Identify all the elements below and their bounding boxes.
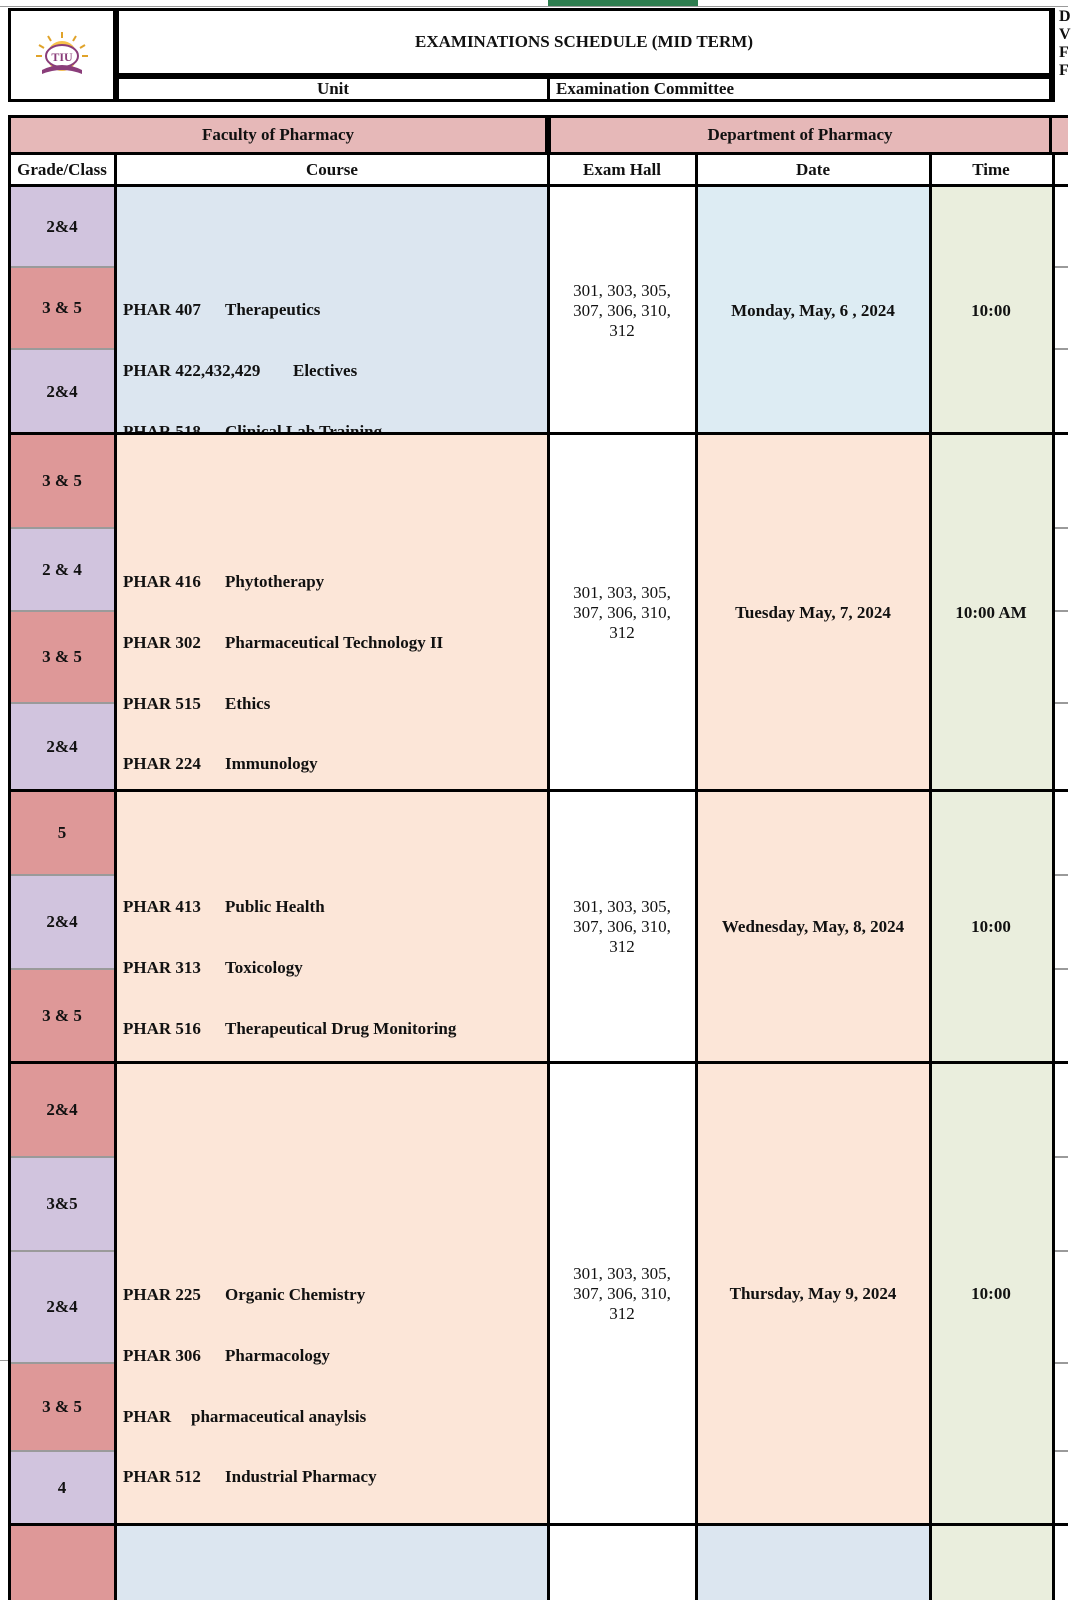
grade-cell: 3 & 5 — [8, 969, 116, 1063]
gridline — [8, 1250, 116, 1252]
gridline — [1055, 348, 1068, 350]
gridline — [8, 610, 116, 612]
column-header-hall: Exam Hall — [548, 155, 696, 187]
column-header-grade: Grade/Class — [8, 155, 116, 187]
band-edge — [1052, 115, 1068, 155]
date-cell: Thursday, May 9, 2024 — [696, 1063, 930, 1525]
unit-value: Examination Committee — [547, 76, 1052, 102]
grade-cell: 3&5 — [8, 1157, 116, 1251]
edge-letter: D — [1059, 8, 1071, 25]
column-separator — [8, 155, 11, 1600]
column-separator — [929, 155, 932, 1600]
unit-label: Unit — [116, 76, 550, 102]
time-cell: 10:00 — [930, 187, 1052, 434]
grade-cell: 2 & 4 — [8, 528, 116, 611]
grade-cell: 2&4 — [8, 1063, 116, 1157]
faculty-header: Faculty of Pharmacy — [8, 115, 548, 155]
gridline — [1055, 1362, 1068, 1364]
gridline — [1055, 1450, 1068, 1452]
exam-hall-cell: 301, 303, 305, 307, 306, 310, 312 — [548, 1063, 696, 1525]
department-header: Department of Pharmacy — [548, 115, 1052, 155]
gridline — [1055, 610, 1068, 612]
grade-cell — [8, 1525, 116, 1600]
exam-block-partial — [0, 1525, 1068, 1600]
column-separator — [114, 155, 117, 1600]
column-separator — [695, 155, 698, 1600]
exam-block — [0, 187, 1068, 434]
gridline — [8, 968, 116, 970]
grade-cell: 2&4 — [8, 349, 116, 434]
gridline — [8, 527, 116, 529]
gridline — [8, 1450, 116, 1452]
course-line: PHAR 413 Public Health — [123, 897, 325, 917]
exam-hall-cell: 301, 303, 305, 307, 306, 310, 312 — [548, 791, 696, 1063]
grade-cell: 3 & 5 — [8, 611, 116, 703]
date-cell: Wednesday, May, 8, 2024 — [696, 791, 930, 1063]
right-edge-column — [1052, 8, 1071, 102]
column-header-date: Date — [696, 155, 930, 187]
gridline-top — [0, 6, 1068, 7]
block-separator — [8, 432, 1068, 435]
gridline — [8, 874, 116, 876]
date-cell: Monday, May, 6 , 2024 — [696, 187, 930, 434]
column-header-time: Time — [930, 155, 1052, 187]
exam-hall-cell: 301, 303, 305, 307, 306, 310, 312 — [548, 434, 696, 791]
page-title: EXAMINATIONS SCHEDULE (MID TERM) — [116, 8, 1052, 76]
grade-cell: 2&4 — [8, 875, 116, 969]
time-cell — [930, 1525, 1052, 1600]
gridline — [8, 348, 116, 350]
logo-cell — [8, 8, 116, 102]
grade-cell: 3 & 5 — [8, 1363, 116, 1451]
block-separator — [8, 789, 1068, 792]
block-separator — [8, 1523, 1068, 1526]
edge-letter: F — [1059, 62, 1069, 79]
grade-cell: 3 & 5 — [8, 434, 116, 528]
column-separator — [547, 155, 550, 1600]
course-line: PHAR 515 Ethics — [123, 693, 271, 713]
date-cell: Tuesday May, 7, 2024 — [696, 434, 930, 791]
university-logo-icon — [34, 30, 90, 80]
grade-cell: 4 — [8, 1451, 116, 1525]
column-separator — [1052, 155, 1055, 1600]
time-cell: 10:00 — [930, 1063, 1052, 1525]
exam-hall-cell — [548, 1525, 696, 1600]
course-line: PHAR pharmaceutical anaylsis — [123, 1406, 367, 1426]
gridline — [1055, 1156, 1068, 1158]
gridline — [1055, 702, 1068, 704]
date-cell — [696, 1525, 930, 1600]
exam-block — [0, 1063, 1068, 1525]
gridline — [1055, 874, 1068, 876]
gridline — [8, 1362, 116, 1364]
gridline — [8, 702, 116, 704]
course-line: PHAR 516 Therapeutical Drug Monitoring — [123, 1018, 457, 1038]
block-separator — [8, 1061, 1068, 1064]
grade-cell: 3 & 5 — [8, 267, 116, 349]
course-line: PHAR 416 Phytotherapy — [123, 572, 325, 592]
gridline-left — [0, 1360, 8, 1361]
course-cell — [116, 1525, 548, 1600]
edge-letter: F — [1059, 44, 1069, 61]
course-line: PHAR 302 Pharmaceutical Technology II — [123, 633, 444, 653]
gridline — [1055, 968, 1068, 970]
course-line: PHAR 313 Toxicology — [123, 958, 303, 978]
course-line: PHAR 224 Immunology — [123, 754, 318, 774]
grade-cell: 2&4 — [8, 187, 116, 267]
course-line: PHAR 512 Industrial Pharmacy — [123, 1467, 377, 1487]
gridline — [1055, 527, 1068, 529]
time-cell: 10:00 AM — [930, 434, 1052, 791]
exam-hall-cell: 301, 303, 305, 307, 306, 310, 312 — [548, 187, 696, 434]
gridline — [8, 1156, 116, 1158]
time-cell: 10:00 — [930, 791, 1052, 1063]
edge-letter: V — [1059, 26, 1071, 43]
grade-cell: 2&4 — [8, 1251, 116, 1363]
course-line: PHAR 225 Organic Chemistry — [123, 1285, 366, 1305]
gridline — [1055, 1250, 1068, 1252]
column-header-course: Course — [116, 155, 548, 187]
course-line: PHAR 422,432,429 Electives — [123, 361, 358, 381]
gridline — [8, 266, 116, 268]
grade-cell: 2&4 — [8, 703, 116, 791]
exam-block — [0, 434, 1068, 791]
gridline — [1055, 266, 1068, 268]
grade-cell: 5 — [8, 791, 116, 875]
course-line: PHAR 306 Pharmacology — [123, 1346, 330, 1366]
logo-text: TIU — [51, 50, 73, 64]
course-line: PHAR 407 Therapeutics — [123, 300, 321, 320]
exam-block — [0, 791, 1068, 1063]
